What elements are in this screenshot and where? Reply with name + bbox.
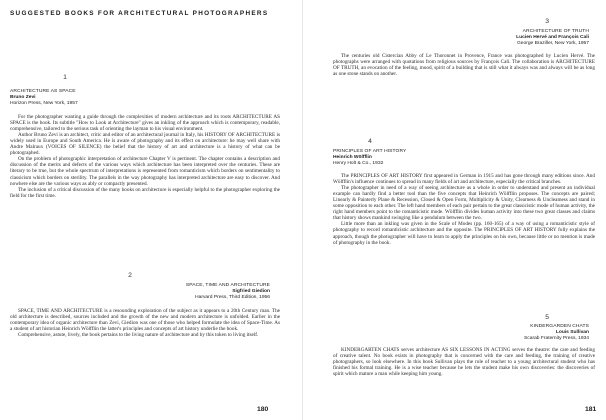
entry-1 [10, 74, 280, 199]
entry-number: 1 [63, 74, 67, 81]
right-page [303, 0, 606, 420]
entry-number: 5 [545, 314, 549, 321]
book-title: PRINCIPLES OF ART HISTORY [333, 149, 407, 154]
entry-body [10, 308, 280, 338]
book-publisher: Harvard Press, Third Edition, 1956 [195, 295, 270, 301]
entry-meta [10, 89, 280, 108]
entry-3 [333, 18, 595, 77]
book-publisher: Scarab Fraternity Press, 1934 [524, 336, 589, 342]
entry-meta [333, 149, 595, 168]
entry-meta [333, 324, 595, 343]
entry-number: 2 [128, 272, 132, 279]
entry-body [333, 347, 595, 377]
paragraph: The PRINCIPLES OF ART HISTORY first appeared in German in 1915 and has gone through many editions since. And Wölfflin's influence continues to spread in many fields of art and architecture, especially the critical branches. [333, 172, 595, 185]
page-number-right: 181 [585, 406, 597, 413]
book-title: SPACE, TIME AND ARCHITECTURE [185, 283, 270, 288]
entry-body [10, 114, 280, 199]
book-title: ARCHITECTURE AS SPACE [10, 89, 76, 94]
paragraph: Comprehensive, astute, lively, the book pertains to the living nature of architecture and by this token to living itself. [18, 331, 259, 338]
entry-body [333, 173, 595, 246]
entry-5 [333, 314, 595, 377]
book-title: ARCHITECTURE OF TRUTH [522, 29, 589, 34]
book-publisher: Horizon Press, New York, 1957 [10, 101, 78, 107]
book-publisher: George Braziller, New York, 1957 [516, 41, 589, 47]
entry-number: 3 [545, 18, 549, 25]
paragraph: On the problem of photographic interpretation of architecture Chapter V is pertinent. The chapter contains a description and discussion of the merits and defects of the various ways which architecture has been interpreted over the centuries. These are literary to be true, but the whole spectrum of interpretations is represented from romanticism which borders on sentimentality to classicism which borders on sterility. The parallels in the way photography has interpreted architecture are easy to discover. And nowhere else are the various ways as ably or compactly presented. [10, 156, 280, 187]
entry-meta [333, 29, 595, 48]
entry-2 [10, 272, 280, 338]
book-author: Bruno Zevi [10, 95, 36, 101]
paragraph: Author Bruno Zevi is an architect, critic and editor of an architectural journal in Italy, his HISTORY OF ARCHITECTURE is widely used in Europe and South America. He is aware of photography and its effect on architecture: he may well share with Andre Malraux (VOICES OF SILENCE) the belief that the history of art and architecture is a history of what can be photographed. [10, 131, 280, 157]
book-author: Lucien Hervé and François Cali [516, 35, 589, 41]
entry-number: 4 [368, 138, 372, 145]
entry-4 [333, 138, 595, 246]
entry-body [333, 53, 595, 77]
paragraph: The photographer in need of a way of seeing architecture as a whole in order to understand and present an individual example can hardly find a better tool than the five concepts that Heinrich Wölfflin proposes. The concepts are paired; Linearly & Painterly Plane & Recession, Closed & Open Form, Multiplicity & Unity, Clearness & Uncleamess and stand in some opposition to each other. The left hand members of each pair pertain to the great classicistic mode of human activity, the right hand members point to the romanticistic mode. Wölfflin divides human activity into these two great classes and claims that history shows mankind swinging like a pendulum between the two. [333, 184, 595, 222]
book-author: Sigfried Giedion [232, 289, 270, 295]
running-head: SUGGESTED BOOKS FOR ARCHITECTURAL PHOTOGRAPHERS [10, 10, 269, 17]
paragraph: Little more than an inkling was given in the Scale of Modes (pp. 160-165) of a way of using a romanticistic style of photography to record romanticistic architecture and the opposite. The PRINCIPLES OF ART HISTORY fully explains the approach, though the photographer will have to learn to apply the principles on his own, because little or no mention is made of photography in the book. [333, 221, 595, 246]
paragraph: The inclusion of a critical discussion of the many books on architecture is especially helpful to the photographer exploring the field for the first time. [10, 186, 280, 199]
paragraph: SPACE, TIME AND ARCHITECTURE is a resounding exploration of the subject as it appears to a 20th Century man. The old architecture is described, sources included and the growth of the new and modern architecture is unfolded. Earlier in the contemporary idea of organic architecture than Zevi, Giedion was one of those who helped formulate the idea of Space-Time. As a student of art historian Heinrich Wölfflin the latter's principles and concepts of art history underlie the book. [10, 307, 280, 332]
paragraph: For the photographer wanting a guide through the complexities of modern architecture and its roots ARCHITECTURE AS SPACE is the book. Its subtitle "How to Look at Architecture" gives an inkling of the approach which is contemporary, readable, comprehensive, tailored to the serious task of orienting the layman to his visual environment. [10, 113, 280, 132]
paragraph: The centuries old Cistercian Abby of Le Thoronnet in Provence, France was photographed by Lucien Hervé. The photographs were arranged with quotations from religious sources by François Cali. The collaboration is ARCHITECTURE OF TRUTH, an evocation of the feeling, mood, spirit of a building that is still what it always was and always will be as long as one stone stands on another. [333, 52, 595, 77]
page-number-left: 180 [257, 406, 269, 413]
book-publisher: Henry Holt & Co., 1932 [333, 161, 384, 167]
entry-meta [10, 283, 280, 302]
book-title: KINDERGARDEN CHATS [530, 324, 589, 329]
book-author: Heinrich Wölfflin [333, 155, 372, 161]
book-author: Louis Sullivan [555, 330, 589, 336]
paragraph: KINDERGARTEN CHATS serves architecture AS SIX LESSONS IN ACTING serves the theatre: the care and feeding of creative talent. No book exists in photography that is concerned with the care and feeding, the training of creative photographers, so look elsewhere. In this book Sullivan plays the role of teacher to a young architectural student who has finished his formal training. He is a wise teacher because he lets the student make his own discoveries: the discoveries of spirit which mature a man while keeping him young. [333, 346, 595, 377]
